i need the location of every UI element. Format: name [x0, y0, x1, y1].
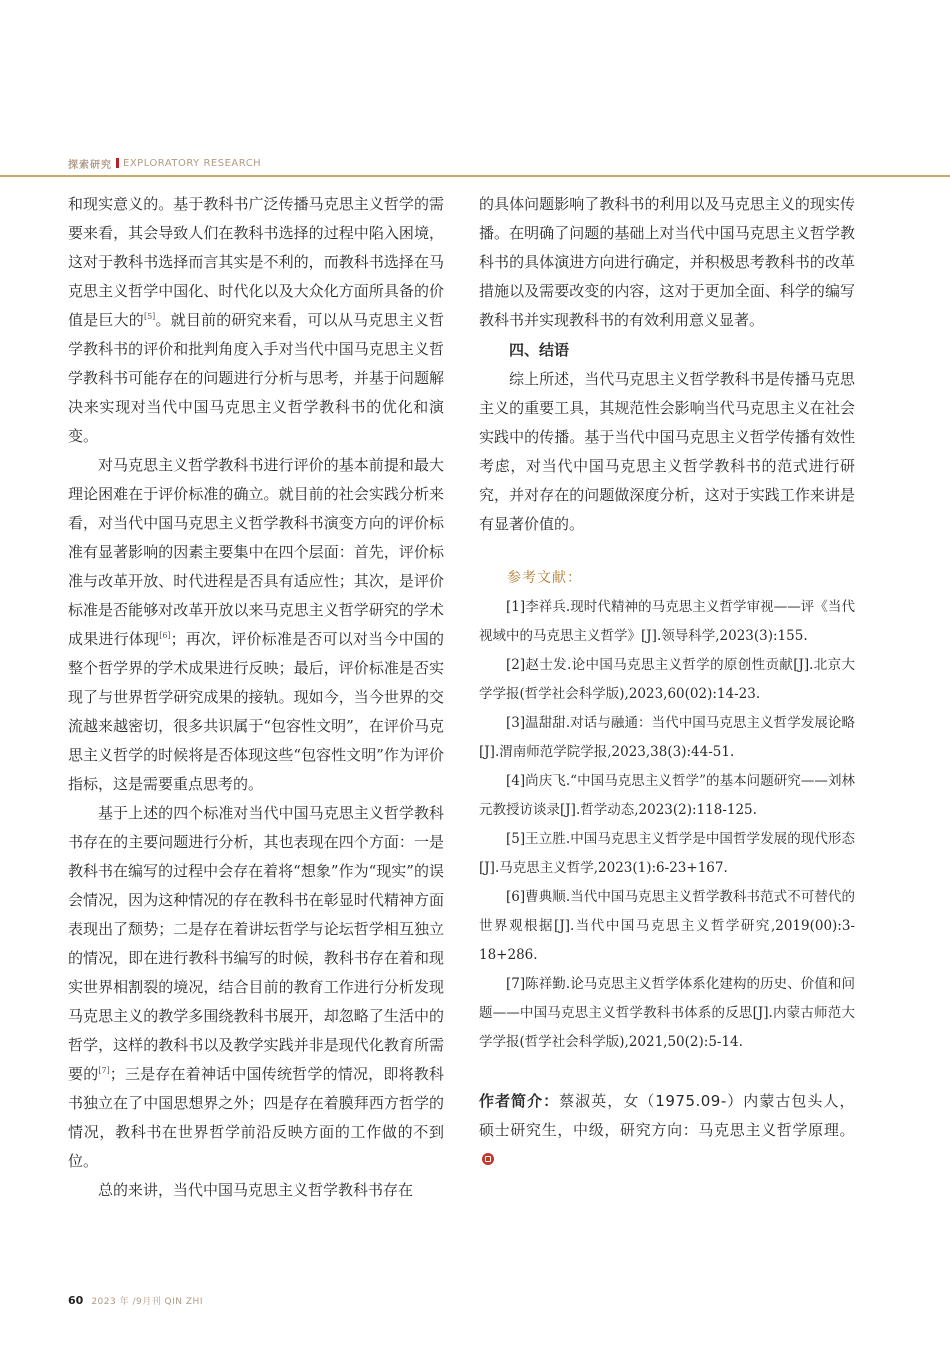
author-text: 蔡淑英，女（1975.09-）内蒙古包头人，硕士研究生，中级，研究方向：马克思主义哲学原理。 [479, 1092, 855, 1139]
page-number: 60 [68, 1294, 84, 1307]
citation: [6] [159, 631, 171, 640]
paragraph-text: 对马克思主义哲学教科书进行评价的基本前提和最大理论困难在于评价标准的确立。就目前的社会实践分析来看，对当代中国马克思主义哲学教科书演变方向的评价标准有显著影响的因素主要集中在四个层面：首先，评价标准与改革开放、时代进程是否具有适应性；其次，是评价标准是否能够对改革开放以来马克思主义哲学研究的学术成果进行体现 [68, 456, 444, 648]
paragraph: 综上所述，当代马克思主义哲学教科书是传播马克思主义的重要工具，其规范性会影响当代马克思主义在社会实践中的传播。基于当代中国马克思主义哲学传播有效性考虑，对当代中国马克思主义哲学教科书的范式进行研究，并对存在的问题做深度分析，这对于实践工作来讲是有显著价值的。 [479, 370, 855, 533]
reference-item: [4]尚庆飞.“中国马克思主义哲学”的基本问题研究——刘林元教授访谈录[J].哲学动态,2023(2):118-125. [479, 773, 855, 818]
header-separator-bar [116, 158, 119, 168]
paragraph [68, 451, 444, 799]
references-heading: 参考文献： [507, 570, 582, 586]
header-rule [0, 175, 950, 177]
citation: [7] [98, 1066, 110, 1075]
paragraph-text: 。就目前的研究来看，可以从马克思主义哲学教科书的评价和批判角度入手对当代中国马克思主义哲学教科书可能存在的问题进行分析与思考，并基于问题解决来实现对当代中国马克思主义哲学教科书的优化和演变。 [68, 311, 444, 445]
left-column [68, 190, 444, 1205]
reference-item: [6]曹典顺.当代中国马克思主义哲学教科书范式不可替代的世界观根据[J].当代中国马克思主义哲学研究,2019(00):3-18+286. [479, 889, 855, 963]
page-footer [68, 1294, 203, 1310]
author-label: 作者简介： [479, 1092, 560, 1110]
paragraph: 的具体问题影响了教科书的利用以及马克思主义的现实传播。在明确了问题的基础上对当代中国马克思主义哲学教科书的具体演进方向进行确定，并积极思考教科书的改革措施以及需要改变的内容，这对于更加全面、科学的编写教科书并实现教科书的有效利用意义显著。 [479, 195, 855, 329]
issue-info: 2023 年 /9月刊 QIN ZHI [91, 1297, 203, 1307]
paragraph [68, 799, 444, 1176]
reference-item: [7]陈祥勤.论马克思主义哲学体系化建构的历史、价值和问题——中国马克思主义哲学教科书体系的反思[J].内蒙古师范大学学报(哲学社会科学版),2021,50(2):5-14. [479, 976, 855, 1050]
reference-item: [3]温甜甜.对话与融通：当代中国马克思主义哲学发展论略[J].渭南师范学院学报,2023,38(3):44-51. [479, 715, 855, 760]
end-mark-icon [482, 1153, 494, 1165]
reference-item: [2]赵士发.论中国马克思主义哲学的原创性贡献[J].北京大学学报(哲学社会科学版),2023,60(02):14-23. [479, 657, 855, 702]
paragraph-text: ；再次，评价标准是否可以对当今中国的整个哲学界的学术成果进行反映；最后，评价标准是否实现了与世界哲学研究成果的接轨。现如今，当今世界的交流越来越密切，很多共识属于“包容性文明”，在评价马克思主义哲学的时候将是否体现这些“包容性文明”作为评价指标，这是需要重点思考的。 [68, 630, 444, 793]
citation: [5] [143, 312, 156, 321]
section-heading: 四、结语 [509, 341, 570, 359]
right-column [479, 190, 855, 1174]
paragraph: 总的来讲，当代中国马克思主义哲学教科书存在 [98, 1181, 414, 1199]
section-label-en: EXPLORATORY RESEARCH [123, 157, 262, 169]
paragraph-text: ；三是存在着神话中国传统哲学的情况，即将教科书独立在了中国思想界之外；四是存在着膜拜西方哲学的情况，教科书在世界哲学前沿反映方面的工作做的不到位。 [68, 1065, 444, 1170]
author-bio [479, 1087, 855, 1174]
paragraph-text: 基于上述的四个标准对当代中国马克思主义哲学教科书存在的主要问题进行分析，其也表现在四个方面：一是教科书在编写的过程中会存在着将“想象”作为“现实”的误会情况，因为这种情况的存在教科书在彰显时代精神方面表现出了颓势；二是存在着讲坛哲学与论坛哲学相互独立的情况，即在进行教科书编写的时候，教科书存在着和现实世界相割裂的境况，结合目前的教育工作进行分析发现马克思主义的教学多围绕教科书展开，却忽略了生活中的哲学，这样的教科书以及教学实践并非是现代化教育所需要的 [68, 804, 444, 1083]
section-label-cn: 探索研究 [68, 159, 112, 171]
reference-item: [1]李祥兵.现时代精神的马克思主义哲学审视——评《当代视域中的马克思主义哲学》[J].领导科学,2023(3):155. [479, 599, 855, 644]
reference-list [479, 593, 855, 1057]
paragraph [68, 190, 444, 451]
running-header [68, 155, 261, 171]
reference-item: [5]王立胜.中国马克思主义哲学是中国哲学发展的现代形态[J].马克思主义哲学,2023(1):6-23+167. [479, 831, 855, 876]
paragraph-text: 和现实意义的。基于教科书广泛传播马克思主义哲学的需要来看，其会导致人们在教科书选择的过程中陷入困境，这对于教科书选择而言其实是不利的，而教科书选择在马克思主义哲学中国化、时代化以及大众化方面所具备的价值是巨大的 [68, 195, 444, 329]
